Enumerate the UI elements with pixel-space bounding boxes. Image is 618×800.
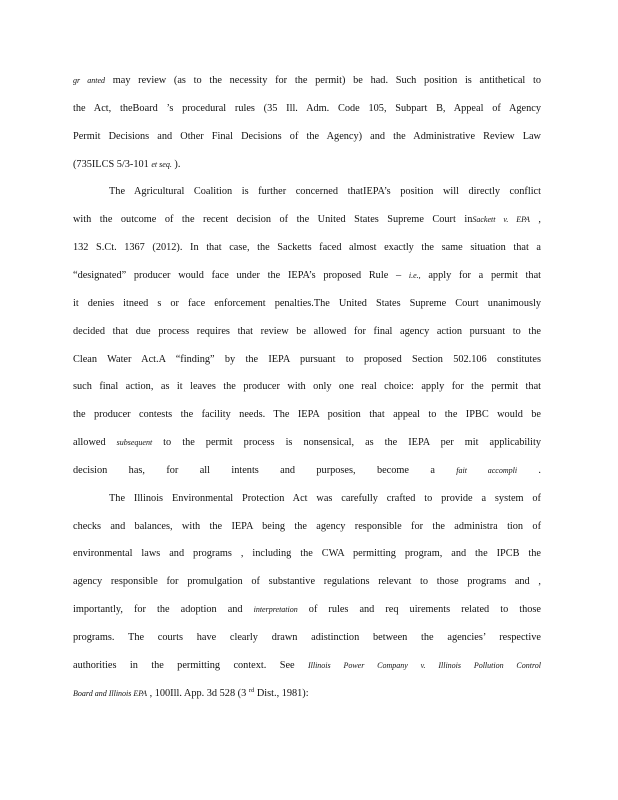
text-line [73, 547, 541, 561]
text-run: apply for a permit that [420, 270, 541, 281]
text-run: Permit Decisions and Other Final Decisions of the Agency) and the Administrative Review Law [73, 131, 541, 142]
text-run: with the outcome of the recent decision of the United States Supreme Court in [73, 214, 473, 225]
text-line [73, 464, 541, 478]
text-run: , 100Ill. App. 3d 528 (3 [147, 688, 249, 699]
text-line [73, 687, 541, 701]
text-run: it denies itneed s or face enforcement penalties.The United States Supreme Court unanimously [73, 298, 541, 309]
text-run: Clean Water Act.A “finding” by the IEPA pursuant to proposed Section 502.106 constitutes [73, 354, 541, 365]
text-line [109, 492, 541, 506]
text-line [109, 185, 541, 199]
text-run: importantly, for the adoption and [73, 604, 254, 615]
text-line [73, 325, 541, 339]
text-line [73, 436, 541, 450]
text-run: , [529, 214, 541, 225]
text-line [73, 353, 541, 367]
text-line [73, 631, 541, 645]
text-run: agency responsible for promulgation of substantive regulations relevant to those programs and , [73, 576, 541, 587]
text-run: Dist., 1981): [254, 688, 309, 699]
text-run: checks and balances, with the IEPA being the agency responsible for the administra tion of [73, 521, 541, 532]
text-run: may review (as to the necessity for the permit) be had. Such position is antithetical to [105, 75, 541, 86]
italic-text: gr anted [73, 76, 106, 85]
text-run: to the permit process is nonsensical, as the IEPA per mit applicability [152, 437, 542, 448]
text-run: allowed [73, 437, 117, 448]
text-run: . [517, 465, 541, 476]
text-line [73, 130, 541, 144]
text-run: “designated” producer would face under the IEPA’s proposed Rule – [73, 270, 409, 281]
text-line [73, 297, 541, 311]
text-line [73, 74, 541, 88]
text-run: 132 S.Ct. 1367 (2012). In that case, the Sacketts faced almost exactly the same situation that a [73, 242, 541, 253]
text-line [73, 213, 541, 227]
text-run: the producer contests the facility needs. The IEPA position that appeal to the IPBC would be [73, 409, 541, 420]
text-run: The Illinois Environmental Protection Act was carefully crafted to provide a system of [109, 493, 541, 504]
text-line [73, 408, 541, 422]
text-line [73, 520, 541, 534]
text-line [73, 158, 541, 172]
text-line [73, 102, 541, 116]
text-run: such final action, as it leaves the producer with only one real choice: apply for the permit that [73, 381, 541, 392]
text-line [73, 269, 541, 283]
italic-text: Sackett v. EPA [472, 215, 530, 224]
italic-text: Illinois Power Company v. Illinois Pollution Control [307, 661, 542, 670]
text-run: decision has, for all intents and purposes, become a [73, 465, 457, 476]
text-line [73, 575, 541, 589]
text-line [73, 380, 541, 394]
text-run: The Agricultural Coalition is further concerned thatIEPA’s position will directly conflict [109, 186, 541, 197]
text-run: environmental laws and programs , including the CWA permitting program, and the IPCB the [73, 548, 541, 559]
text-run: programs. The courts have clearly drawn adistinction between the agencies’ respective [73, 632, 541, 643]
italic-text: et seq. [151, 160, 172, 169]
text-run: authorities in the permitting context. See [73, 660, 308, 671]
italic-text: Board and Illinois EPA [73, 689, 147, 698]
italic-text: subsequent [116, 438, 153, 447]
italic-text: i.e., [408, 271, 421, 280]
text-run: the Act, theBoard ’s procedural rules (35 Ill. Adm. Code 105, Subpart B, Appeal of Agency [73, 103, 541, 114]
text-line [73, 659, 541, 673]
superscript-text: rd [248, 687, 255, 694]
text-line [73, 603, 541, 617]
italic-text: fait accompli [456, 466, 518, 475]
text-run: decided that due process requires that review be allowed for final agency action pursuant to the [73, 326, 541, 337]
text-line [73, 241, 541, 255]
text-run: ). [171, 159, 181, 170]
text-run: (735ILCS 5/3-101 [73, 159, 152, 170]
italic-text: interpretation [253, 605, 298, 614]
text-run: of rules and req uirements related to those [297, 604, 541, 615]
